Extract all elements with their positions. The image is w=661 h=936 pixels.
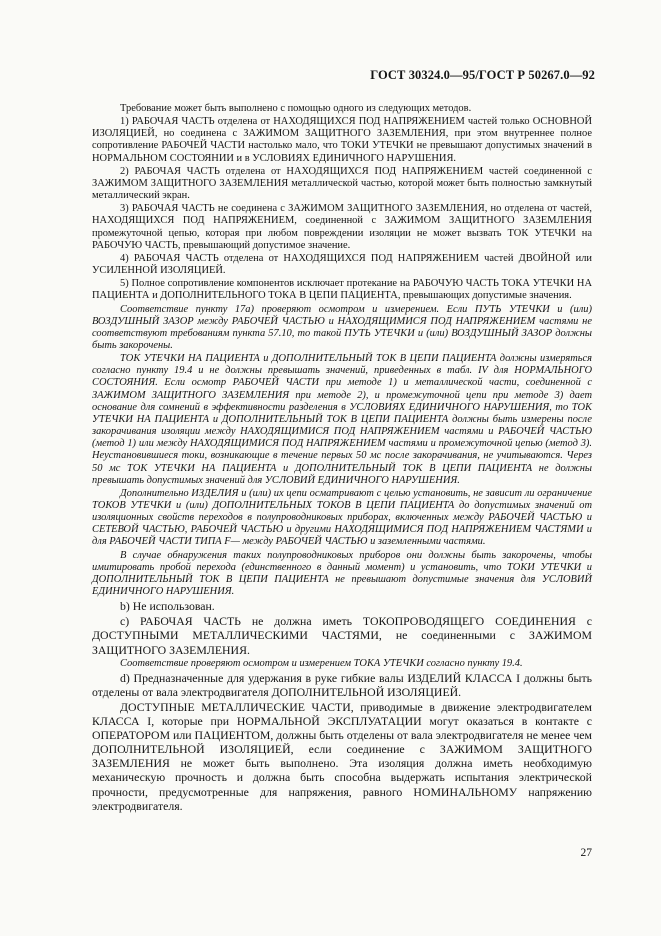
item-b-paragraph: b) Не использован. (120, 599, 215, 614)
semiconductor-paragraph: Дополнительно ИЗДЕЛИЯ и (или) их цепи осматривают с целью установить, не зависит ли ограничение ТОКОВ УТЕЧКИ и (или) ДОПОЛНИТЕЛЬНЫХ ТОКОВ В ЦЕПИ ПАЦИЕНТА до допустимых значений от изоляционных свойств переходов в полупроводниковых приборах, включенных между РАБОЧЕЙ ЧАСТЬЮ и СЕТЕВОЙ ЧАСТЬЮ, РАБОЧЕЙ ЧАСТЬЮ и другими НАХОДЯЩИМИСЯ ПОД НАПРЯЖЕНИЕМ ЧАСТЯМИ и для РАБОЧЕЙ ЧАСТИ ТИПА F— между РАБОЧЕЙ ЧАСТЬЮ и заземленными частями. (92, 487, 592, 548)
item-c-compliance-paragraph: Соответствие проверяют осмотром и измерением ТОКА УТЕЧКИ согласно пункту 19.4. (120, 657, 523, 669)
item-d-paragraph: d) Предназначенные для удержания в руке гибкие валы ИЗДЕЛИЙ КЛАССА I должны быть отделены от вала электродвигателя ДОПОЛНИТЕЛЬНОЙ ИЗОЛЯЦИЕЙ. (92, 670, 592, 699)
accessible-parts-paragraph: ДОСТУПНЫЕ МЕТАЛЛИЧЕСКИЕ ЧАСТИ, приводимые в движение электродвигателем КЛАССА I, которые при НОРМАЛЬНОЙ ЭКСПЛУАТАЦИИ могут оказаться в контакте с ОПЕРАТОРОМ или ПАЦИЕНТОМ, должны быть отделены от вала электродвигателя не менее чем ДОПОЛНИТЕЛЬНОЙ ИЗОЛЯЦИЕЙ, если соединение с ЗАЖИМОМ ЗАЩИТНОГО ЗАЗЕМЛЕНИЯ не может быть выполнено. Эта изоляция должна иметь необходимую механическую прочность и должна быть способна выдержать испытания электрической прочности, предусмотренные для напряжения, равного НОМИНАЛЬНОМУ напряжению электродвигателя. (92, 699, 592, 813)
method-3-paragraph: 3) РАБОЧАЯ ЧАСТЬ не соединена с ЗАЖИМОМ ЗАЩИТНОГО ЗАЗЕМЛЕНИЯ, но отделена от частей, НАХОДЯЩИХСЯ ПОД НАПРЯЖЕНИЕМ, соединенной с ЗАЖИМОМ ЗАЩИТНОГО ЗАЗЕМЛЕНИЯ промежуточной цепью, которая при любом повреждении изоляции не может вызвать ТОК УТЕЧКИ на РАБОЧУЮ ЧАСТЬ, превышающий допустимое значение. (92, 203, 592, 251)
body-text (92, 103, 592, 814)
method-5-paragraph: 5) Полное сопротивление компонентов исключает протекание на РАБОЧУЮ ЧАСТЬ ТОКА УТЕЧКИ НА ПАЦИЕНТА и ДОПОЛНИТЕЛЬНОГО ТОКА В ЦЕПИ ПАЦИЕНТА, превышающих допустимые значения. (92, 278, 592, 302)
standard-header: ГОСТ 30324.0—95/ГОСТ Р 50267.0—92 (370, 68, 595, 82)
intro-paragraph: Требование может быть выполнено с помощью одного из следующих методов. (120, 103, 472, 114)
method-4-paragraph: 4) РАБОЧАЯ ЧАСТЬ отделена от НАХОДЯЩИХСЯ ПОД НАПРЯЖЕНИЕМ частей ДВОЙНОЙ или УСИЛЕННОЙ ИЗОЛЯЦИЕЙ. (92, 252, 592, 277)
compliance-paragraph: Соответствие пункту 17а) проверяют осмотром и измерением. Если ПУТЬ УТЕЧКИ и (или) ВОЗДУШНЫЙ ЗАЗОР между РАБОЧЕЙ ЧАСТЬЮ и НАХОДЯЩИМИСЯ ПОД НАПРЯЖЕНИЕМ частями не соответствуют требованиям пункта 57.10, то такой ПУТЬ УТЕЧКИ и (или) ВОЗДУШНЫЙ ЗАЗОР должны быть закорочены. (92, 303, 592, 351)
page-number: 27 (580, 847, 592, 859)
method-2-paragraph: 2) РАБОЧАЯ ЧАСТЬ отделена от НАХОДЯЩИХСЯ ПОД НАПРЯЖЕНИЕМ частей соединенной с ЗАЖИМОМ ЗАЩИТНОГО ЗАЗЕМЛЕНИЯ металлической частью, которой может быть полностью замкнутый металлический экран. (92, 165, 592, 202)
short-circuit-paragraph: В случае обнаружения таких полупроводниковых приборов они должны быть закорочены, чтобы имитировать пробой перехода (единственного в данный момент) и установить, что ТОКИ УТЕЧКИ и ДОПОЛНИТЕЛЬНЫЙ ТОК В ЦЕПИ ПАЦИЕНТА не превышают допустимые значения для УСЛОВИЙ ЕДИНИЧНОГО НАРУШЕНИЯ. (92, 549, 592, 598)
method-1-paragraph: 1) РАБОЧАЯ ЧАСТЬ отделена от НАХОДЯЩИХСЯ ПОД НАПРЯЖЕНИЕМ частей только ОСНОВНОЙ ИЗОЛЯЦИЕЙ, но соединена с ЗАЖИМОМ ЗАЩИТНОГО ЗАЗЕМЛЕНИЯ, при этом внутреннее полное сопротивление РАБОЧЕЙ ЧАСТИ настолько мало, что ТОКИ УТЕЧКИ не превышают допустимых значений в НОРМАЛЬНОМ СОСТОЯНИИ и в УСЛОВИЯХ ЕДИНИЧНОГО НАРУШЕНИЯ. (92, 116, 592, 164)
measurement-paragraph: ТОК УТЕЧКИ НА ПАЦИЕНТА и ДОПОЛНИТЕЛЬНЫЙ ТОК В ЦЕПИ ПАЦИЕНТА должны измеряться согласно пункту 19.4 и не должны превышать значений, приведенных в табл. IV для НОРМАЛЬНОГО СОСТОЯНИЯ. Если осмотр РАБОЧЕЙ ЧАСТИ при методе 1) и металлической части, соединенной с ЗАЖИМОМ ЗАЩИТНОГО ЗАЗЕМЛЕНИЯ при методе 2), и промежуточной цепи при методе 3) дает основание для сомнений в эффективности разделения в УСЛОВИЯХ ЕДИНИЧНОГО НАРУШЕНИЯ, то ТОК УТЕЧКИ НА ПАЦИЕНТА и ДОПОЛНИТЕЛЬНЫЙ ТОК В ЦЕПИ ПАЦИЕНТА должны быть измерены после закорачивания изоляции между НАХОДЯЩИМИСЯ ПОД НАПРЯЖЕНИЕМ частями и РАБОЧЕЙ ЧАСТЬЮ (метод 1) или между НАХОДЯЩИМИСЯ ПОД НАПРЯЖЕНИЕМ частями и промежуточной цепью (метод 3). Неустановившиеся токи, возникающие в течение первых 50 мс после закорачивания, не учитываются. Через 50 мс ТОК УТЕЧКИ НА ПАЦИЕНТА и ДОПОЛНИТЕЛЬНЫЙ ТОК В ЦЕПИ ПАЦИЕНТА не должны превышать допустимых значений для УСЛОВИЙ ЕДИНИЧНОГО НАРУШЕНИЯ. (92, 353, 592, 486)
item-c-paragraph: c) РАБОЧАЯ ЧАСТЬ не должна иметь ТОКОПРОВОДЯЩЕГО СОЕДИНЕНИЯ с ДОСТУПНЫМИ МЕТАЛЛИЧЕСКИМИ ЧАСТЯМИ, не соединенными с ЗАЖИМОМ ЗАЩИТНОГО ЗАЗЕМЛЕНИЯ. (92, 614, 592, 657)
